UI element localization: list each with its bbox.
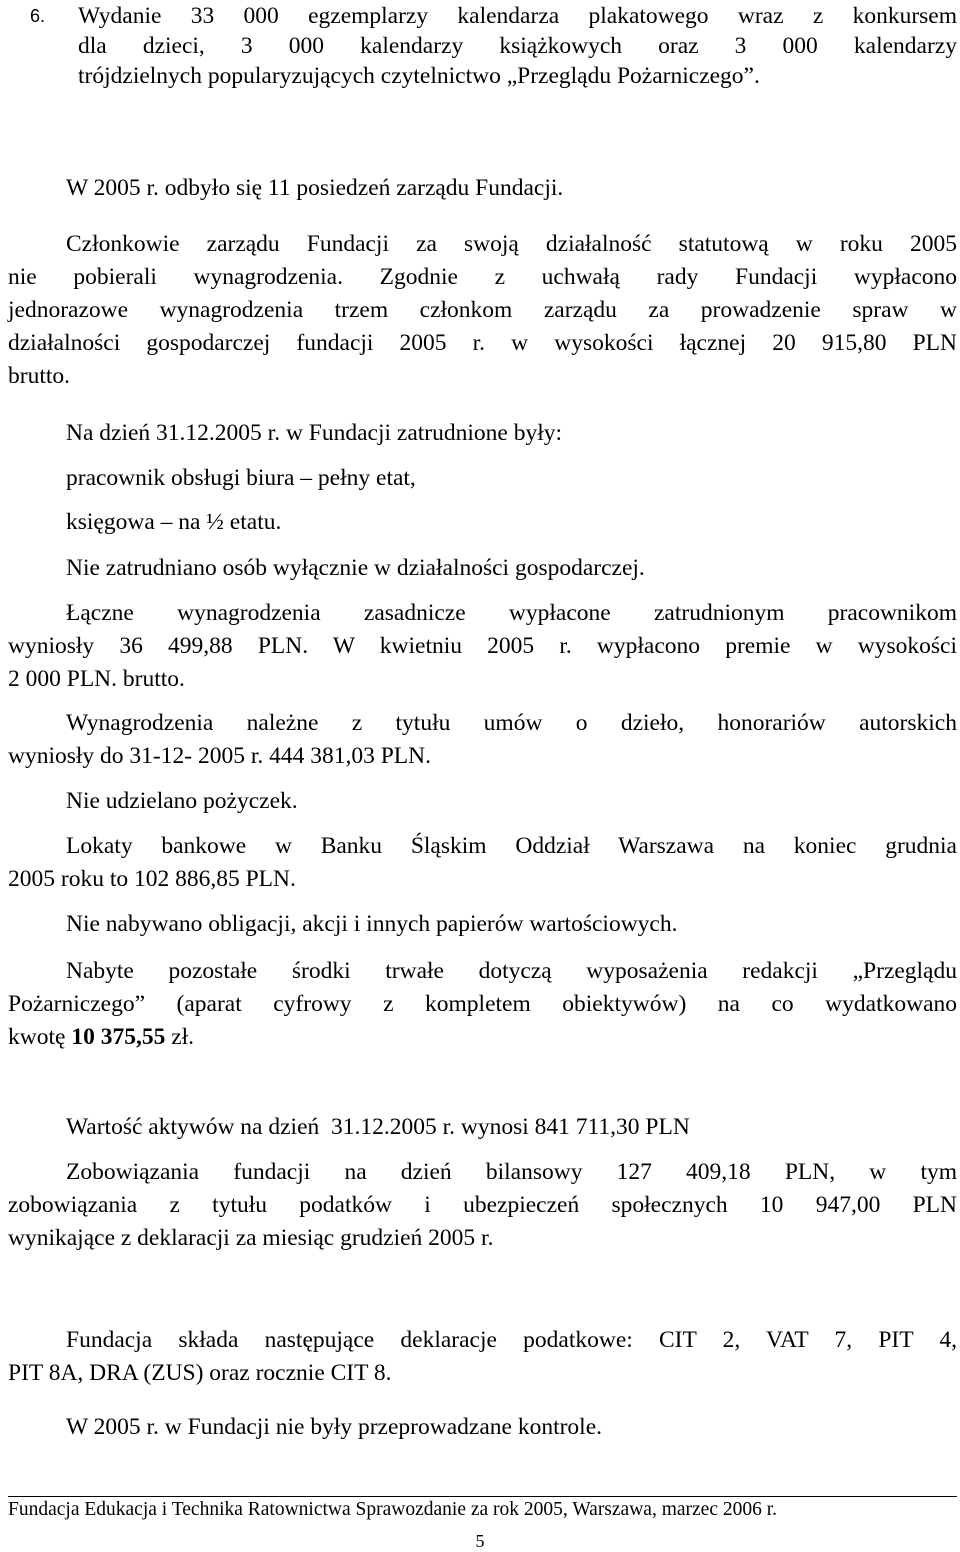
- securities-paragraph: Nie nabywano obligacji, akcji i innych papierów wartościowych.: [66, 911, 678, 937]
- item6-line-3: trójdzielnych popularyzujących czytelnictwo „Przeglądu Pożarniczego”.: [78, 63, 760, 89]
- contracts-line-2: wyniosły do 31-12- 2005 r. 444 381,03 PLN.: [8, 743, 431, 769]
- assets-value-paragraph: Wartość aktywów na dzień 31.12.2005 r. wynosi 841 711,30 PLN: [66, 1114, 690, 1140]
- meetings-paragraph: W 2005 r. odbyło się 11 posiedzeń zarządu Fundacji.: [66, 175, 564, 201]
- fixed-assets-amount: 10 375,55: [71, 1024, 166, 1050]
- inspections-paragraph: W 2005 r. w Fundacji nie były przeprowadzane kontrole.: [66, 1414, 603, 1440]
- employment-heading: Na dzień 31.12.2005 r. w Fundacji zatrudnione były:: [66, 420, 563, 446]
- tax-declarations-line-1: Fundacja składa następujące deklaracje podatkowe: CIT 2, VAT 7, PIT 4,: [66, 1327, 957, 1353]
- loans-paragraph: Nie udzielano pożyczek.: [66, 788, 298, 814]
- salaries-line-2: wyniosły 36 499,88 PLN. W kwietniu 2005 r. wypłacono premie w wysokości: [8, 633, 957, 659]
- fixed-assets-line-3: [8, 1021, 957, 1053]
- tax-declarations-line-2: PIT 8A, DRA (ZUS) oraz rocznie CIT 8.: [8, 1360, 392, 1386]
- fixed-assets-line-1: Nabyte pozostałe środki trwałe dotyczą wyposażenia redakcji „Przeglądu: [66, 958, 957, 984]
- board-pay-line-3: jednorazowe wynagrodzenia trzem członkom zarządu za prowadzenie spraw w: [8, 297, 957, 323]
- fixed-assets-line-2: Pożarniczego” (aparat cyfrowy z kompletem obiektywów) na co wydatkowano: [8, 991, 957, 1017]
- salaries-line-1: Łączne wynagrodzenia zasadnicze wypłacone zatrudnionym pracownikom: [66, 600, 957, 626]
- employment-accountant: księgowa – na ½ etatu.: [66, 509, 282, 535]
- deposits-line-2: 2005 roku to 102 886,85 PLN.: [8, 866, 296, 892]
- deposits-line-1: Lokaty bankowe w Banku Śląskim Oddział Warszawa na koniec grudnia: [66, 833, 957, 859]
- item6-line-2: dla dzieci, 3 000 kalendarzy książkowych oraz 3 000 kalendarzy: [78, 33, 957, 59]
- board-pay-line-2: nie pobierali wynagrodzenia. Zgodnie z uchwałą rady Fundacji wypłacono: [8, 264, 957, 290]
- footer-text: Fundacja Edukacja i Technika Ratownictwa Sprawozdanie za rok 2005, Warszawa, marzec 2006 r.: [8, 1499, 778, 1520]
- fixed-assets-amount-suffix: zł.: [165, 1024, 195, 1050]
- board-pay-line-5: brutto.: [8, 363, 71, 389]
- list-number: 6.: [30, 6, 46, 26]
- board-pay-line-1: Członkowie zarządu Fundacji za swoją działalność statutową w roku 2005: [66, 231, 957, 257]
- employment-office: pracownik obsługi biura – pełny etat,: [66, 465, 416, 491]
- board-pay-line-4: działalności gospodarczej fundacji 2005 r. w wysokości łącznej 20 915,80 PLN: [8, 330, 957, 356]
- item6-line-1: Wydanie 33 000 egzemplarzy kalendarza plakatowego wraz z konkursem: [78, 3, 957, 29]
- contracts-line-1: Wynagrodzenia należne z tytułu umów o dzieło, honorariów autorskich: [66, 710, 957, 736]
- liabilities-line-3: wynikające z deklaracji za miesiąc grudzień 2005 r.: [8, 1225, 494, 1251]
- employment-none-business: Nie zatrudniano osób wyłącznie w działalności gospodarczej.: [66, 555, 645, 581]
- liabilities-line-1: Zobowiązania fundacji na dzień bilansowy 127 409,18 PLN, w tym: [66, 1159, 957, 1185]
- salaries-line-3: 2 000 PLN. brutto.: [8, 666, 185, 692]
- liabilities-line-2: zobowiązania z tytułu podatków i ubezpieczeń społecznych 10 947,00 PLN: [8, 1192, 957, 1218]
- page-number: 5: [475, 1531, 485, 1551]
- fixed-assets-amount-prefix: kwotę: [8, 1024, 72, 1050]
